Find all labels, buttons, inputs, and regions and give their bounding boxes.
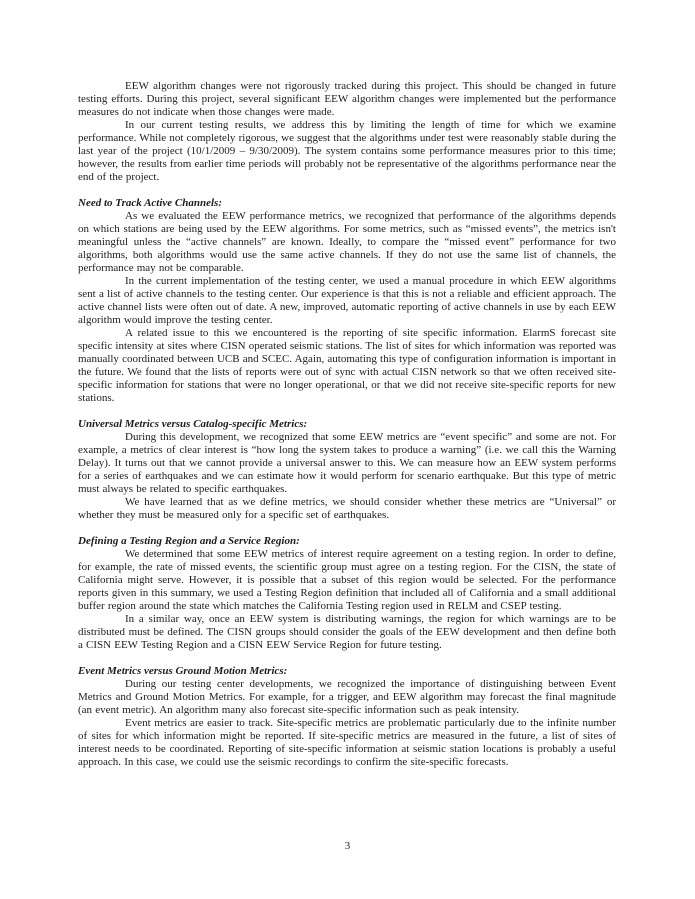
paragraph: In the current implementation of the testing center, we used a manual procedure in which EEW algorithms sent a list of active channels to the testing center. Our experience is that this is not a reliable and efficient approach. The active channel lists were often out of date. A new, improved, automatic reporting of active channels in use by each EEW algorithm would improve the testing center.: [78, 275, 616, 326]
section-heading: Defining a Testing Region and a Service Region:: [78, 535, 300, 547]
paragraph: During our testing center developments, we recognized the importance of distinguishing between Event Metrics and Ground Motion Metrics. For example, for a trigger, and EEW algorithm may forecast the final magnitude (an event metric). An algorithm many also forecast site-specific information such as peak intensity.: [78, 678, 616, 716]
paragraph: A related issue to this we encountered is the reporting of site specific information. ElarmS forecast site specific intensity at sites where CISN operated seismic stations. The list of sites for which information was reported was manually coordinated between UCB and SCEC. Again, automating this type of configuration information is important in the future. We found that the lists of reports were out of sync with actual CISN network so that we often received site-specific information for stations that were no longer operational, or that we did not receive site-specific reports for new stations.: [78, 327, 616, 404]
section-testing-region-service-region: [78, 535, 616, 652]
section-universal-vs-catalog-metrics: [78, 418, 616, 522]
paragraph: During this development, we recognized that some EEW metrics are “event specific” and some are not. For example, a metrics of clear interest is “how long the system takes to produce a warning” (i.e. we call this the Warning Delay). It turns out that we cannot provide a universal answer to this. We can measure how an EEW system performs for a series of earthquakes and we can estimate how it would perform for scenario earthquake. But this type of metric must always be related to specific earthquakes.: [78, 431, 616, 495]
paragraph: In our current testing results, we address this by limiting the length of time for which we examine performance. While not completely rigorous, we suggest that the algorithms under test were reasonably stable during the last year of the project (10/1/2009 – 9/30/2009). The system contains some performance measures prior to this time; however, the results from earlier time periods will probably not be representative of the algorithms performance near the end of the project.: [78, 119, 616, 183]
section-intro: [78, 80, 616, 184]
paragraph: Event metrics are easier to track. Site-specific metrics are problematic particularly due to the infinite number of sites for which information might be reported. If site-specific metrics are measured in the future, a list of sites of interest needs to be coordinated. Reporting of site-specific information at seismic station locations is probably a useful approach. In this case, we could use the seismic recordings to confirm the site-specific forecasts.: [78, 717, 616, 768]
paragraph: We have learned that as we define metrics, we should consider whether these metrics are “Universal” or whether they must be measured only for a specific set of earthquakes.: [78, 496, 616, 521]
section-heading: Event Metrics versus Ground Motion Metrics:: [78, 665, 288, 677]
section-heading: Universal Metrics versus Catalog-specific Metrics:: [78, 418, 308, 430]
page-number: 3: [344, 840, 351, 852]
section-event-vs-ground-motion-metrics: [78, 665, 616, 769]
paragraph: EEW algorithm changes were not rigorously tracked during this project. This should be changed in future testing efforts. During this project, several significant EEW algorithm changes were implemented but the performance measures do not indicate when those changes were made.: [78, 80, 616, 118]
paragraph: In a similar way, once an EEW system is distributing warnings, the region for which warnings are to be distributed must be defined. The CISN groups should consider the goals of the EEW development and then define both a CISN EEW Testing Region and a CISN EEW Service Region for future testing.: [78, 613, 616, 651]
section-heading: Need to Track Active Channels:: [78, 197, 222, 209]
page-content: [78, 80, 616, 769]
paragraph: As we evaluated the EEW performance metrics, we recognized that performance of the algorithms depends on which stations are being used by the EEW algorithms. For some metrics, such as “missed events”, the metrics isn't meaningful unless the “active channels” are known. Ideally, to compare the “missed event” performance for two algorithms, both algorithms would use the same active channels. If they do not use the same list of channels, the performance may not be comparable.: [78, 210, 616, 274]
section-need-to-track-active-channels: [78, 197, 616, 405]
paragraph: We determined that some EEW metrics of interest require agreement on a testing region. In order to define, for example, the rate of missed events, the scientific group must agree on a testing region. For the CISN, the state of California might serve. However, it is possible that a subset of this region would be selected. For the performance reports given in this summary, we used a Testing Region definition that included all of California and a small additional buffer region around the state which matches the California Testing region used in RELM and CSEP testing.: [78, 548, 616, 612]
